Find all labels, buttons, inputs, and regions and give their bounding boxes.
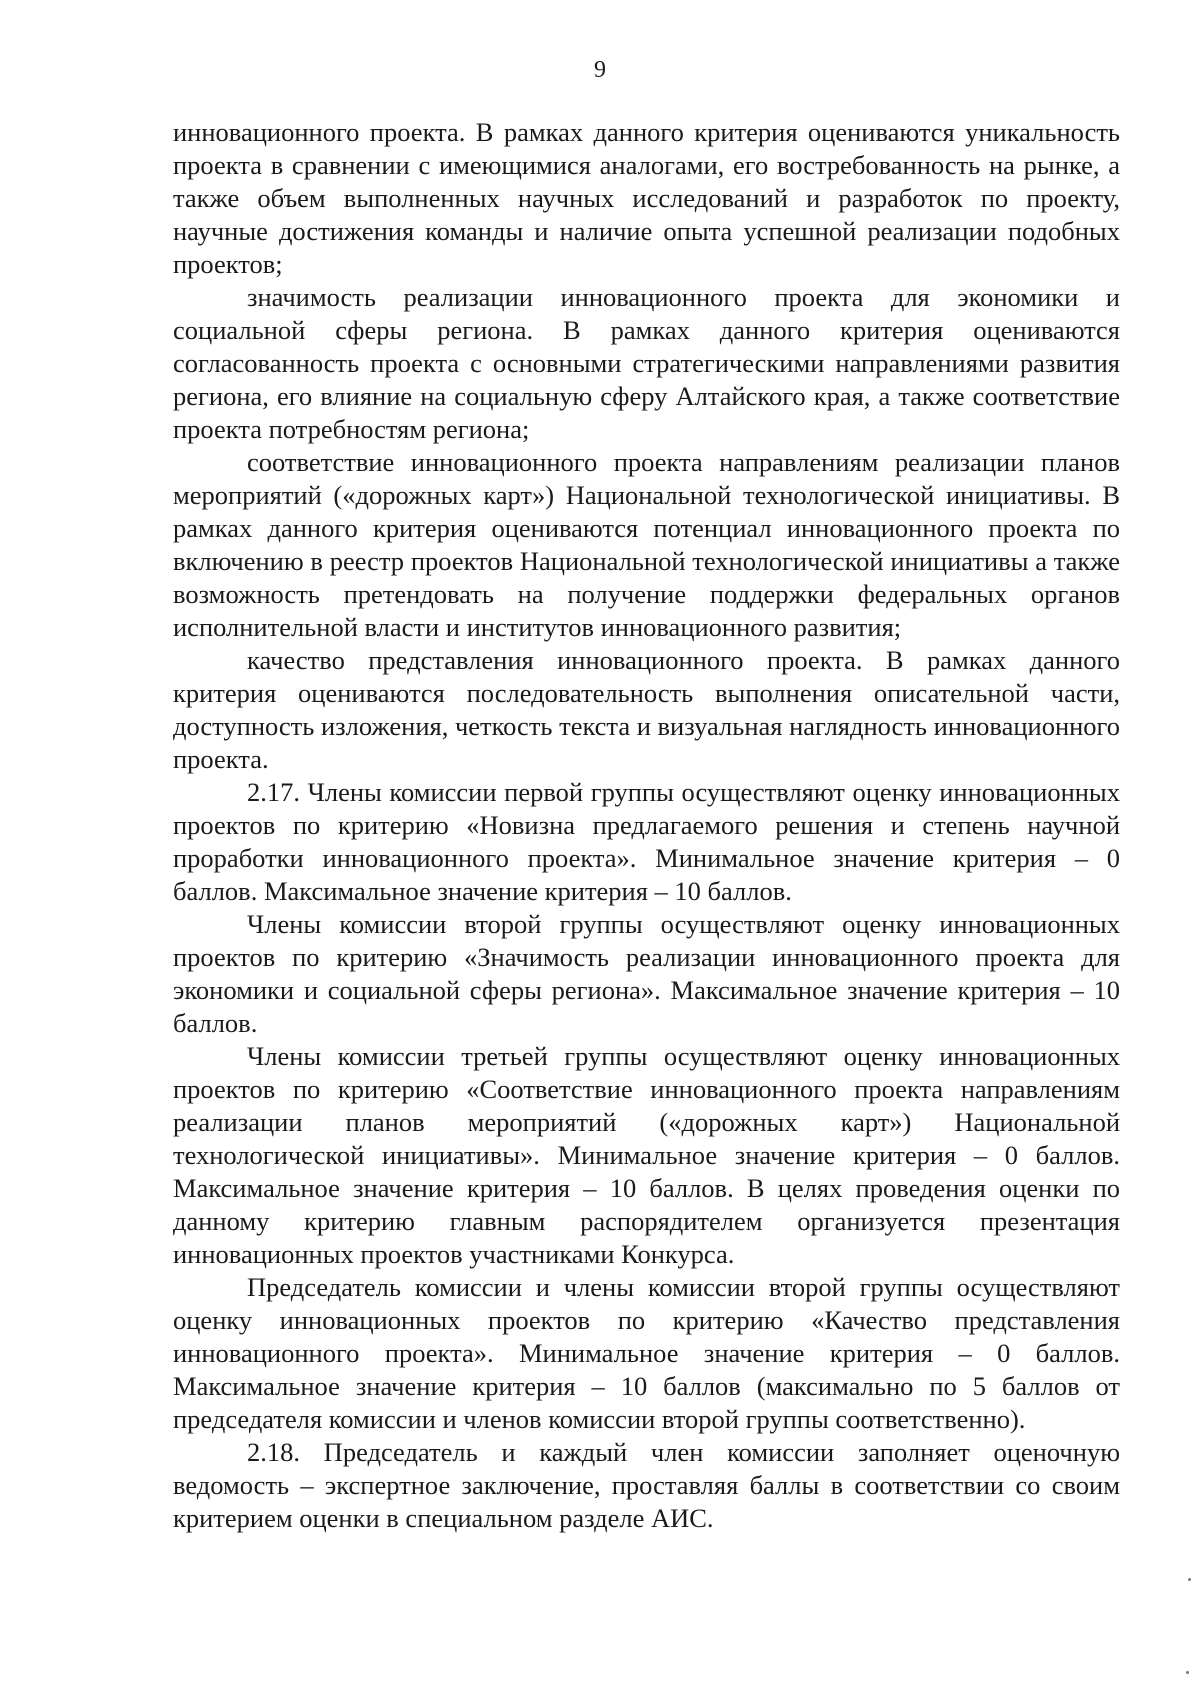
paragraph-7: Члены комиссии третьей группы осуществляют оценку инновационных проектов по критерию «Соответствие инновационного проекта направлениям реализации планов мероприятий («дорожных карт») Национальной технологической инициативы». Минимальное значение критерия – 0 баллов. Максимальное значение критерия – 10 баллов. В целях проведения оценки по данному критерию главным распорядителем организуется презентация инновационных проектов участниками Конкурса.: [173, 1041, 1120, 1269]
paragraph-6: Члены комиссии второй группы осуществляют оценку инновационных проектов по критерию «Значимость реализации инновационного проекта для экономики и социальной сферы региона». Максимальное значение критерия – 10 баллов.: [173, 909, 1120, 1038]
paragraph-4: качество представления инновационного проекта. В рамках данного критерия оцениваются последовательность выполнения описательной части, доступность изложения, четкость текста и визуальная наглядность инновационного проекта.: [173, 645, 1121, 774]
scan-speck: [1188, 1578, 1191, 1581]
paragraph-1: инновационного проекта. В рамках данного критерия оцениваются уникальность проекта в сравнении с имеющимися аналогами, его востребованность на рынке, а также объем выполненных научных исследований и разработок по проекту, научные достижения команды и наличие опыта успешной реализации подобных проектов;: [173, 117, 1120, 279]
scan-speck: [1186, 1671, 1189, 1674]
paragraph-3: соответствие инновационного проекта направлениям реализации планов мероприятий («дорожных карт») Национальной технологической инициативы. В рамках данного критерия оцениваются потенциал инновационного проекта по включению в реестр проектов Национальной технологической инициативы а также возможность претендовать на получение поддержки федеральных органов исполнительной власти и институтов инновационного развития;: [173, 447, 1120, 642]
paragraph-8: Председатель комиссии и члены комиссии второй группы осуществляют оценку инновационных проектов по критерию «Качество представления инновационного проекта». Минимальное значение критерия – 0 баллов. Максимальное значение критерия – 10 баллов (максимально по 5 баллов от председателя комиссии и членов комиссии второй группы соответственно).: [173, 1272, 1120, 1434]
document-body: [173, 116, 1120, 1535]
paragraph-2: значимость реализации инновационного проекта для экономики и социальной сферы региона. В рамках данного критерия оцениваются согласованность проекта с основными стратегическими направлениями развития региона, его влияние на социальную сферу Алтайского края, а также соответствие проекта потребностям региона;: [173, 282, 1120, 444]
paragraph-5: 2.17. Члены комиссии первой группы осуществляют оценку инновационных проектов по критерию «Новизна предлагаемого решения и степень научной проработки инновационного проекта». Минимальное значение критерия – 0 баллов. Максимальное значение критерия – 10 баллов.: [173, 777, 1120, 906]
paragraph-9: 2.18. Председатель и каждый член комиссии заполняет оценочную ведомость – экспертное заключение, проставляя баллы в соответствии со своим критерием оценки в специальном разделе АИС.: [173, 1437, 1120, 1533]
page-number: 9: [594, 57, 606, 83]
